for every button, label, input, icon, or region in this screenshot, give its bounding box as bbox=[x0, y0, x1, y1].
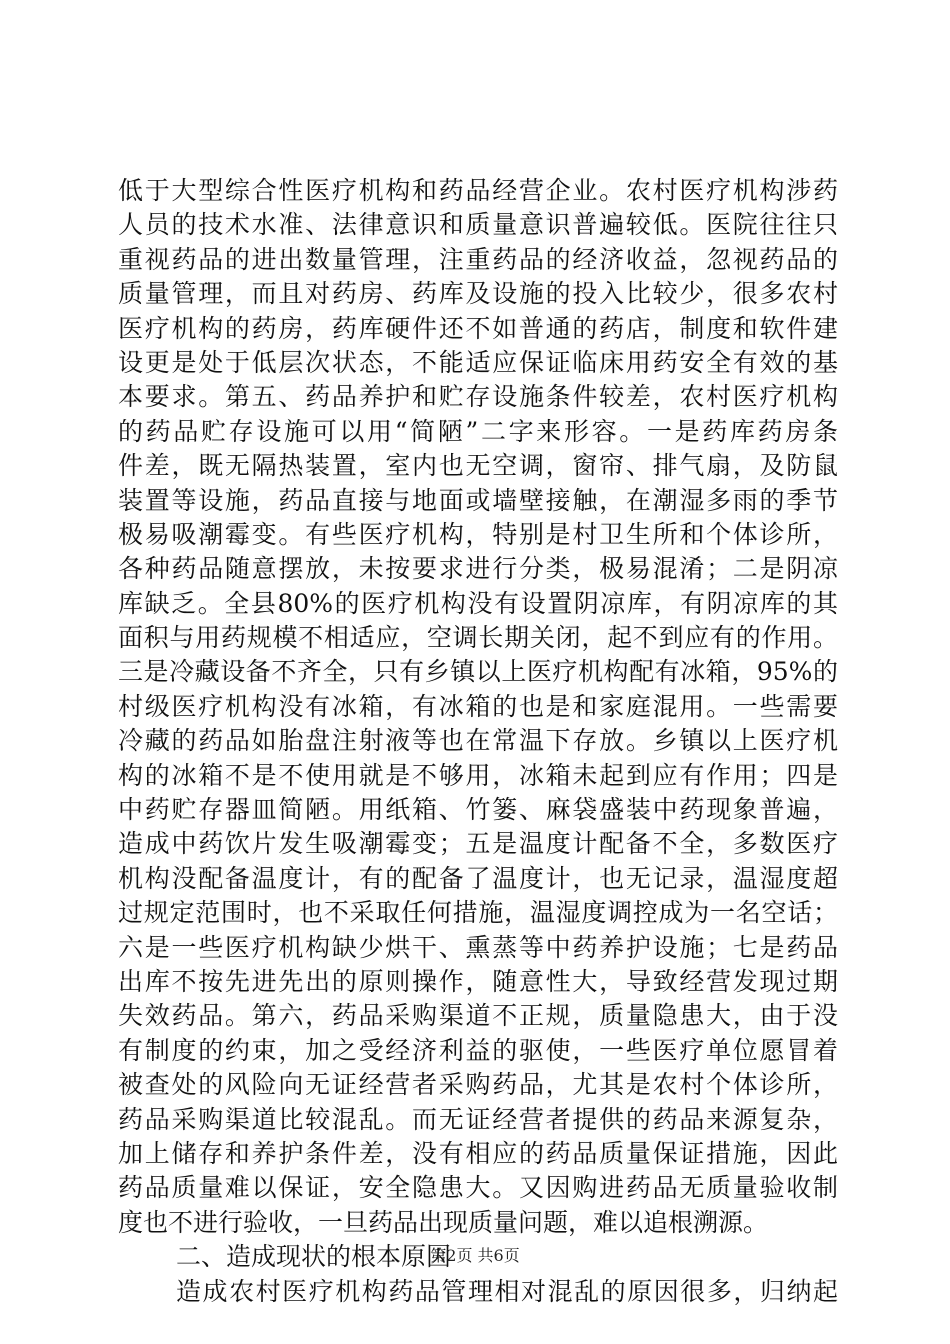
text-line: 有制度的约束，加之受经济利益的驱使，一些医疗单位愿冒着 bbox=[118, 1035, 838, 1065]
text-line: 本要求。第五、药品养护和贮存设施条件较差，农村医疗机构 bbox=[118, 382, 838, 412]
text-line: 各种药品随意摆放，未按要求进行分类，极易混淆；二是阴凉 bbox=[118, 554, 838, 584]
text-line: 低于大型综合性医疗机构和药品经营企业。农村医疗机构涉药 bbox=[118, 176, 838, 205]
text-line: 失效药品。第六，药品采购渠道不正规，质量隐患大，由于没 bbox=[118, 1001, 838, 1031]
page-number: 第2页 共6页 bbox=[430, 1246, 520, 1265]
text-line: 冷藏的药品如胎盘注射液等也在常温下存放。乡镇以上医疗机 bbox=[118, 726, 838, 756]
text-line: 造成中药饮片发生吸潮霉变；五是温度计配备不全，多数医疗 bbox=[118, 829, 838, 859]
text-line: 被查处的风险向无证经营者采购药品，尤其是农村个体诊所， bbox=[118, 1070, 838, 1100]
text-line: 中药贮存器皿简陋。用纸箱、竹篓、麻袋盛装中药现象普遍， bbox=[118, 795, 838, 825]
text-line: 度也不进行验收，一旦药品出现质量问题，难以追根溯源。 bbox=[118, 1207, 769, 1237]
text-line: 出库不按先进先出的原则操作，随意性大，导致经营发现过期 bbox=[118, 966, 838, 996]
text-line: 药品采购渠道比较混乱。而无证经营者提供的药品来源复杂， bbox=[118, 1104, 838, 1134]
text-line: 构的冰箱不是不使用就是不够用，冰箱未起到应有作用；四是 bbox=[118, 760, 838, 790]
text-line: 件差，既无隔热装置，室内也无空调，窗帘、排气扇，及防鼠 bbox=[118, 451, 838, 481]
text-line: 加上储存和养护条件差，没有相应的药品质量保证措施，因此 bbox=[118, 1138, 838, 1168]
text-line: 造成农村医疗机构药品管理相对混乱的原因很多，归纳起 bbox=[176, 1276, 838, 1306]
text-line: 六是一些医疗机构缺少烘干、熏蒸等中药养护设施；七是药品 bbox=[118, 932, 838, 962]
text-line: 人员的技术水准、法律意识和质量意识普遍较低。医院往往只 bbox=[118, 210, 838, 240]
text-line: 三是冷藏设备不齐全，只有乡镇以上医疗机构配有冰箱，95%的 bbox=[118, 657, 838, 687]
text-line: 质量管理，而且对药房、药库及设施的投入比较少，很多农村 bbox=[118, 279, 838, 309]
text-line: 药品质量难以保证，安全隐患大。又因购进药品无质量验收制 bbox=[118, 1173, 838, 1203]
text-line: 医疗机构的药房，药库硬件还不如普通的药店，制度和软件建 bbox=[118, 313, 838, 343]
text-line: 过规定范围时，也不采取任何措施，温湿度调控成为一名空话； bbox=[118, 898, 838, 928]
text-line: 村级医疗机构没有冰箱，有冰箱的也是和家庭混用。一些需要 bbox=[118, 691, 838, 721]
text-line: 库缺乏。全县80%的医疗机构没有设置阴凉库，有阴凉库的其 bbox=[118, 588, 838, 618]
body-text bbox=[118, 174, 838, 1309]
text-line: 机构没配备温度计，有的配备了温度计，也无记录，温湿度超 bbox=[118, 863, 838, 893]
text-line: 重视药品的进出数量管理，注重药品的经济收益，忽视药品的 bbox=[118, 244, 838, 274]
text-line: 极易吸潮霉变。有些医疗机构，特别是村卫生所和个体诊所， bbox=[118, 519, 838, 549]
text-line: 设更是处于低层次状态，不能适应保证临床用药安全有效的基 bbox=[118, 347, 838, 377]
section-heading: 二、造成现状的根本原因 bbox=[176, 1242, 452, 1272]
text-line: 的药品贮存设施可以用“简陋”二字来形容。一是药库药房条 bbox=[118, 416, 838, 446]
text-line: 面积与用药规模不相适应，空调长期关闭，起不到应有的作用。 bbox=[118, 623, 838, 653]
text-line: 装置等设施，药品直接与地面或墙壁接触，在潮湿多雨的季节 bbox=[118, 485, 838, 515]
